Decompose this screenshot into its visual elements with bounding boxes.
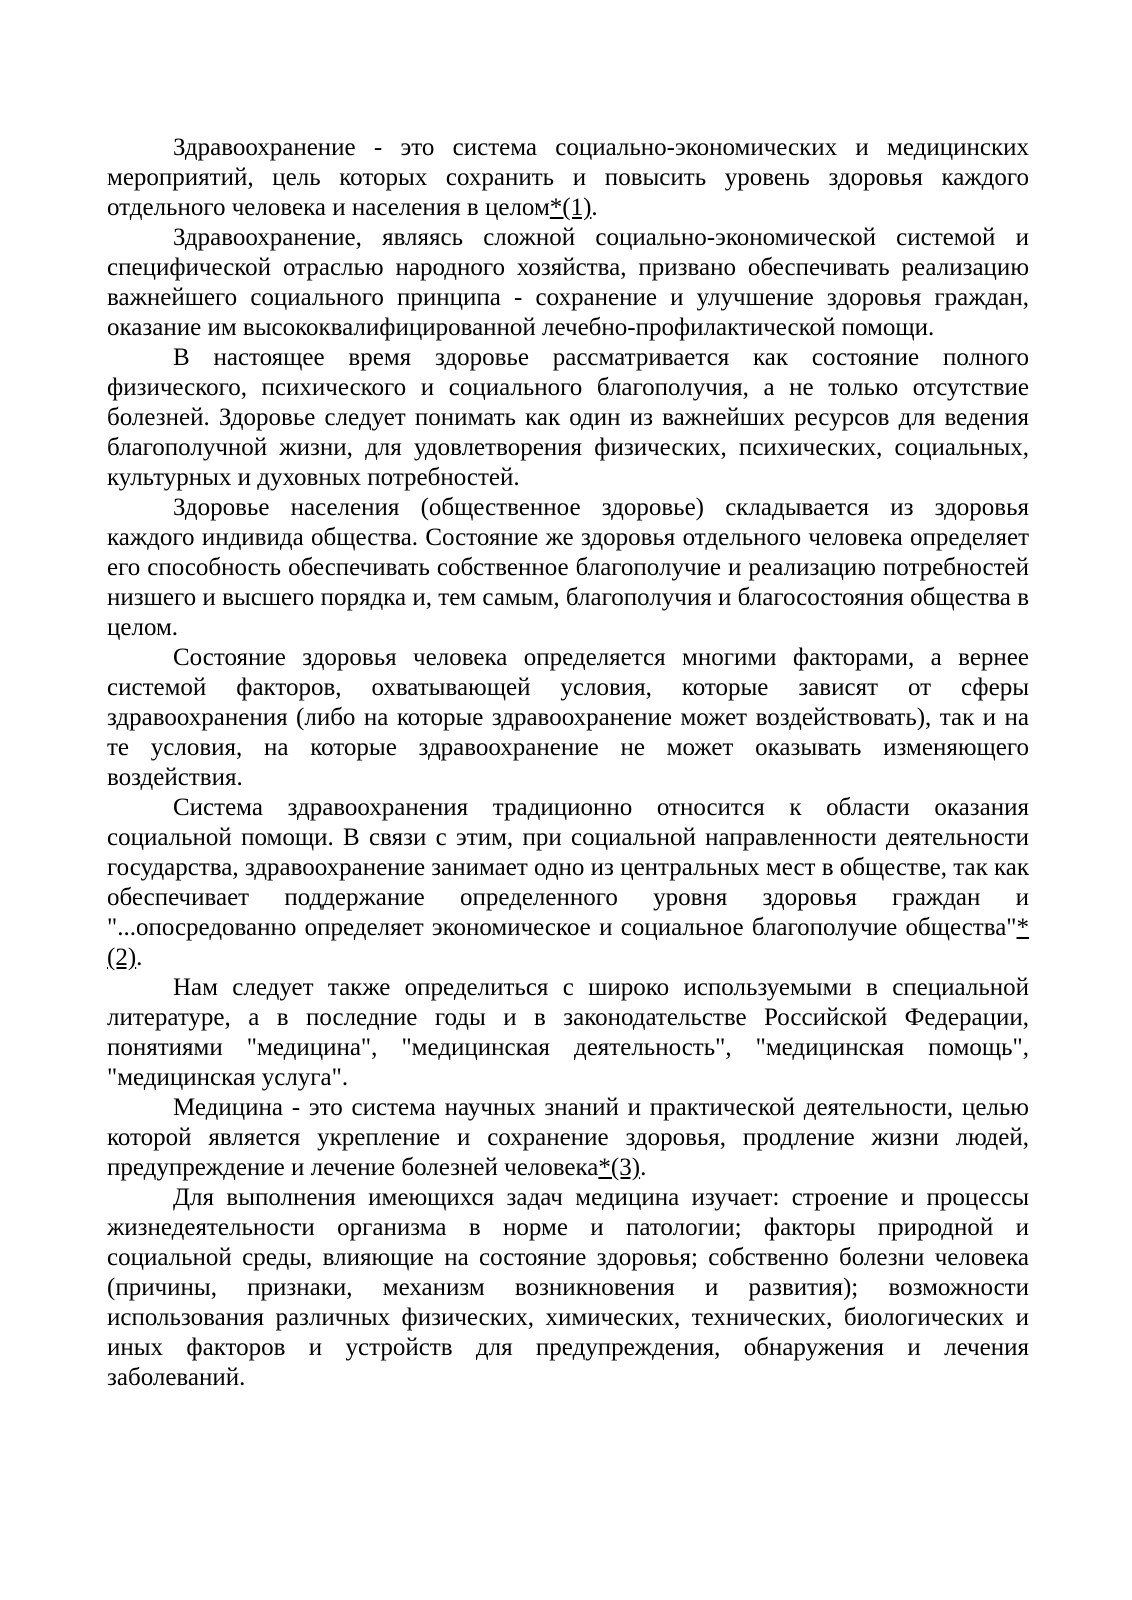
paragraph-tail: . (591, 194, 598, 221)
paragraph-text: Медицина - это система научных знаний и практической деятельности, целью которой является укрепление и сохранение здоровья, продление жизни людей, предупреждение и лечение болезней человека (107, 1094, 1029, 1181)
paragraph-text: Для выполнения имеющихся задач медицина изучает: строение и процессы жизнедеятельности организма в норме и патологии; факторы природной и социальной среды, влияющие на состояние здоровья; собственно болезни человека (причины, признаки, механизм возникновения и развития); возможности использования различных физических, химических, технических, биологических и иных факторов и устройств для предупреждения, обнаружения и лечения заболеваний. (107, 1184, 1029, 1391)
paragraph-text: Система здравоохранения традиционно относится к области оказания социальной помощи. В связи с этим, при социальной направленности деятельности государства, здравоохранение занимает одно из центральных мест в обществе, так как обеспечивает поддержание определенного уровня здоровья граждан и "...опосредованно определяет экономическое и социальное благополучие общества" (107, 794, 1029, 941)
footnote-link-2[interactable]: *(2) (107, 914, 1029, 971)
paragraph-4 (107, 493, 1029, 643)
footnote-link-1[interactable]: *(1) (549, 194, 592, 221)
paragraph-5 (107, 643, 1029, 793)
paragraph-3 (107, 343, 1029, 493)
paragraph-text: Здоровье населения (общественное здоровье) складывается из здоровья каждого индивида общества. Состояние же здоровья отдельного человека определяет его способность обеспечивать собственное благополучие и реализацию потребностей низшего и высшего порядка и, тем самым, благополучия и благосостояния общества в целом. (107, 494, 1029, 641)
paragraph-text: Состояние здоровья человека определяется многими факторами, а вернее системой факторов, охватывающей условия, которые зависят от сферы здравоохранения (либо на которые здравоохранение может воздействовать), так и на те условия, на которые здравоохранение не может оказывать изменяющего воздействия. (107, 644, 1029, 791)
paragraph-9 (107, 1183, 1029, 1393)
paragraph-tail: . (136, 944, 143, 971)
paragraph-text: Здравоохранение - это система социально-экономических и медицинских мероприятий, цель которых сохранить и повысить уровень здоровья каждого отдельного человека и населения в целом (107, 134, 1029, 221)
document-body (107, 133, 1029, 1393)
paragraph-1 (107, 133, 1029, 223)
paragraph-7 (107, 973, 1029, 1093)
paragraph-text: В настоящее время здоровье рассматривается как состояние полного физического, психического и социального благополучия, а не только отсутствие болезней. Здоровье следует понимать как один из важнейших ресурсов для ведения благополучной жизни, для удовлетворения физических, психических, социальных, культурных и духовных потребностей. (107, 344, 1029, 491)
paragraph-8 (107, 1093, 1029, 1183)
paragraph-text: Здравоохранение, являясь сложной социально-экономической системой и специфической отраслью народного хозяйства, призвано обеспечивать реализацию важнейшего социального принципа - сохранение и улучшение здоровья граждан, оказание им высококвалифицированной лечебно-профилактической помощи. (107, 224, 1029, 341)
footnote-link-3[interactable]: *(3) (598, 1154, 641, 1181)
paragraph-2 (107, 223, 1029, 343)
paragraph-6 (107, 793, 1029, 973)
paragraph-tail: . (640, 1154, 647, 1181)
paragraph-text: Нам следует также определиться с широко используемыми в специальной литературе, а в последние годы и в законодательстве Российской Федерации, понятиями "медицина", "медицинская деятельность", "медицинская помощь", "медицинская услуга". (107, 974, 1029, 1091)
